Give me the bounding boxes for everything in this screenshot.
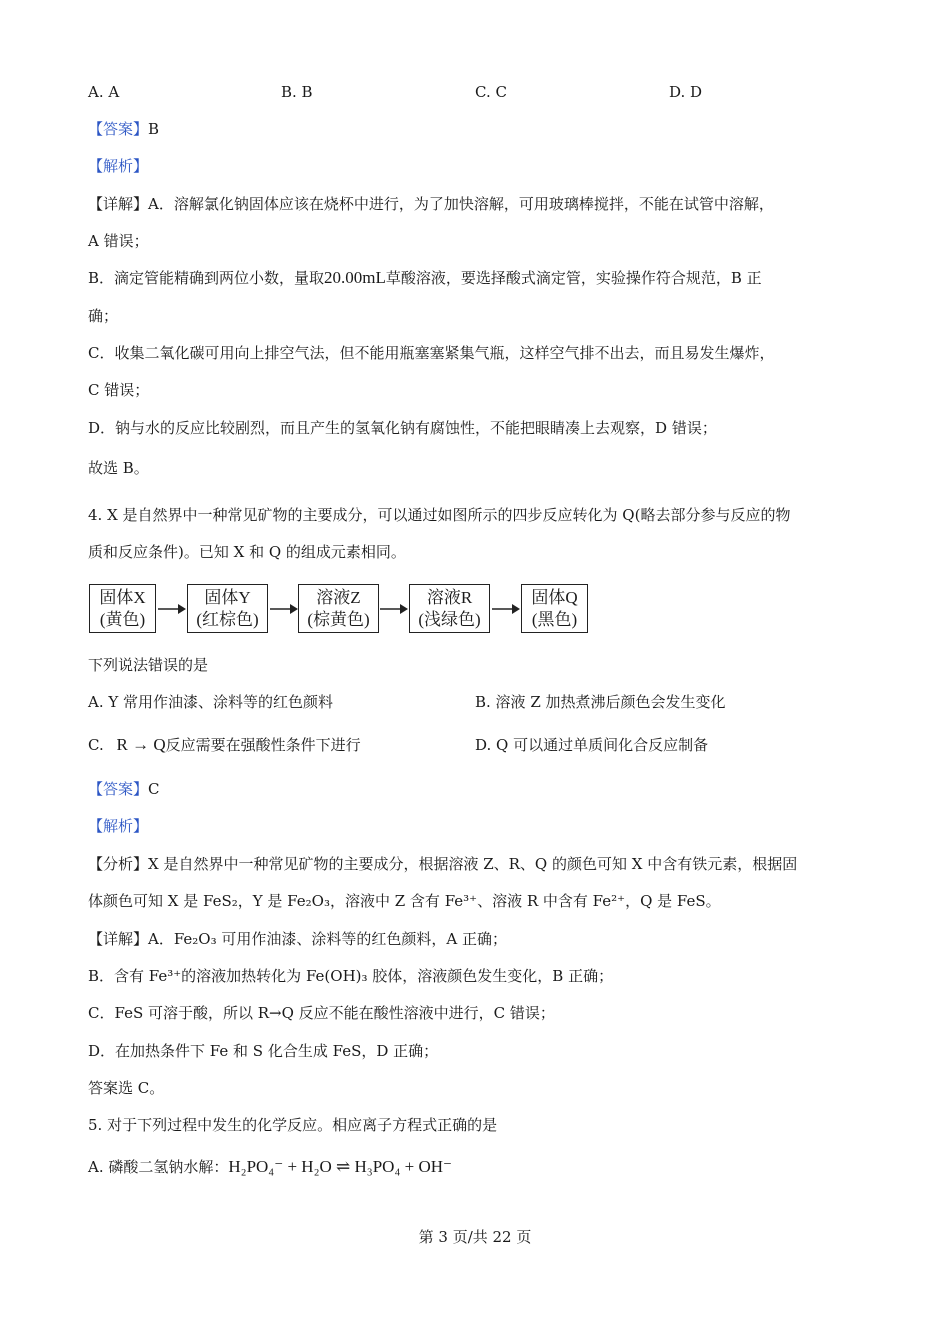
flow-box-z	[298, 584, 379, 633]
q4-option-c-reaction: R → Q	[116, 735, 166, 754]
arrow-right-icon	[158, 600, 186, 618]
answer-tag: 【答案】	[88, 120, 149, 138]
q3-answer	[88, 119, 159, 139]
q4-option-d: D. Q 可以通过单质间化合反应制备	[475, 736, 709, 754]
q4-option-b: B. 溶液 Z 加热煮沸后颜色会发生变化	[475, 693, 726, 711]
q3-detail-c-line2: C 错误；	[88, 381, 150, 399]
q3-detail-b-line1	[88, 268, 762, 288]
q4-analysis-line2: 体颜色可知 X 是 FeS₂，Y 是 Fe₂O₃，溶液中 Z 含有 Fe³⁺、溶液 R 中含有 Fe²⁺，Q 是 FeS。	[88, 892, 721, 910]
q4-option-a: A. Y 常用作油漆、涂料等的红色颜料	[88, 693, 334, 711]
q4-stem-line1: 4. X 是自然界中一种常见矿物的主要成分，可以通过如图所示的四步反应转化为 Q(略去部分参与反应的物	[88, 506, 791, 524]
flow-box-x-name: 固体X	[99, 588, 146, 607]
q3-detail-a-line1: 【详解】A．溶解氯化钠固体应该在烧杯中进行，为了加快溶解，可用玻璃棒搅拌，不能在试管中溶解，	[88, 195, 774, 213]
q3-detail-b-line2: 确；	[88, 307, 119, 325]
q3-detail-a-line2: A 错误；	[88, 232, 149, 250]
q3-detail-b-post: 草酸溶液，要选择酸式滴定管，实验操作符合规范，B 正	[385, 269, 762, 287]
q3-conclusion: 故选 B。	[88, 459, 149, 477]
arrow-right-icon	[380, 600, 408, 618]
flow-box-q	[521, 584, 588, 633]
q3-option-b: B. B	[281, 83, 313, 101]
q5-option-a-equation: H₂PO₄⁻ + H₂O ⇌ H₃PO₄ + OH⁻	[228, 1157, 452, 1176]
q3-detail-b-volume: 20.00mL	[324, 268, 386, 287]
q4-answer	[88, 779, 160, 799]
q5-stem: 5. 对于下列过程中发生的化学反应。相应离子方程式正确的是	[88, 1116, 498, 1134]
flow-box-r-color: (浅绿色)	[418, 610, 481, 629]
flow-box-r	[409, 584, 490, 633]
q5-option-a-label: A. 磷酸二氢钠水解：	[88, 1158, 229, 1176]
q4-option-c	[88, 735, 361, 755]
q4-analysis-line1: 【分析】X 是自然界中一种常见矿物的主要成分，根据溶液 Z、R、Q 的颜色可知 X 中含有铁元素，根据固	[88, 855, 798, 873]
flow-box-q-color: (黑色)	[531, 610, 578, 629]
q4-flow-diagram	[89, 584, 599, 638]
q4-question: 下列说法错误的是	[88, 656, 209, 674]
q3-detail-d: D．钠与水的反应比较剧烈，而且产生的氢氧化钠有腐蚀性，不能把眼睛凑上去观察，D 错误；	[88, 419, 717, 437]
flow-box-x-color: (黄色)	[99, 610, 146, 629]
flow-box-y-color: (红棕色)	[196, 610, 259, 629]
arrow-right-icon	[270, 600, 298, 618]
arrow-right-icon	[492, 600, 520, 618]
q3-analysis-tag: 【解析】	[88, 157, 149, 175]
q3-detail-c-line1: C．收集二氧化碳可用向上排空气法，但不能用瓶塞塞紧集气瓶，这样空气排不出去，而且易发生爆炸，	[88, 344, 775, 362]
q4-option-c-label: C.	[88, 736, 104, 754]
q4-option-c-text: 反应需要在强酸性条件下进行	[165, 736, 361, 754]
q5-option-a	[88, 1157, 452, 1177]
q3-detail-b-pre: B．滴定管能精确到两位小数，量取	[88, 269, 325, 287]
q4-stem-line2: 质和反应条件)。已知 X 和 Q 的组成元素相同。	[88, 543, 406, 561]
flow-box-z-color: (棕黄色)	[307, 610, 370, 629]
q4-detail-a: 【详解】A．Fe₂O₃ 可用作油漆、涂料等的红色颜料，A 正确；	[88, 930, 507, 948]
q4-detail-c: C．FeS 可溶于酸，所以 R→Q 反应不能在酸性溶液中进行，C 错误；	[88, 1004, 555, 1022]
q3-option-c: C. C	[475, 83, 507, 101]
answer-value: B	[148, 120, 160, 138]
q4-analysis-tag: 【解析】	[88, 817, 149, 835]
flow-box-z-name: 溶液Z	[316, 588, 361, 607]
answer-tag: 【答案】	[88, 780, 149, 798]
q4-conclusion: 答案选 C。	[88, 1079, 165, 1097]
q4-detail-d: D．在加热条件下 Fe 和 S 化合生成 FeS，D 正确；	[88, 1042, 439, 1060]
q3-option-d: D. D	[669, 83, 703, 101]
flow-box-x	[89, 584, 156, 633]
flow-box-y	[187, 584, 268, 633]
flow-box-r-name: 溶液R	[426, 588, 473, 607]
q3-option-a: A. A	[88, 83, 120, 101]
q4-detail-b: B．含有 Fe³⁺的溶液加热转化为 Fe(OH)₃ 胶体，溶液颜色发生变化，B 正确；	[88, 967, 614, 985]
page-number-footer: 第 3 页/共 22 页	[418, 1228, 532, 1246]
answer-value: C	[148, 780, 160, 798]
flow-box-y-name: 固体Y	[204, 588, 251, 607]
flow-box-q-name: 固体Q	[531, 588, 578, 607]
